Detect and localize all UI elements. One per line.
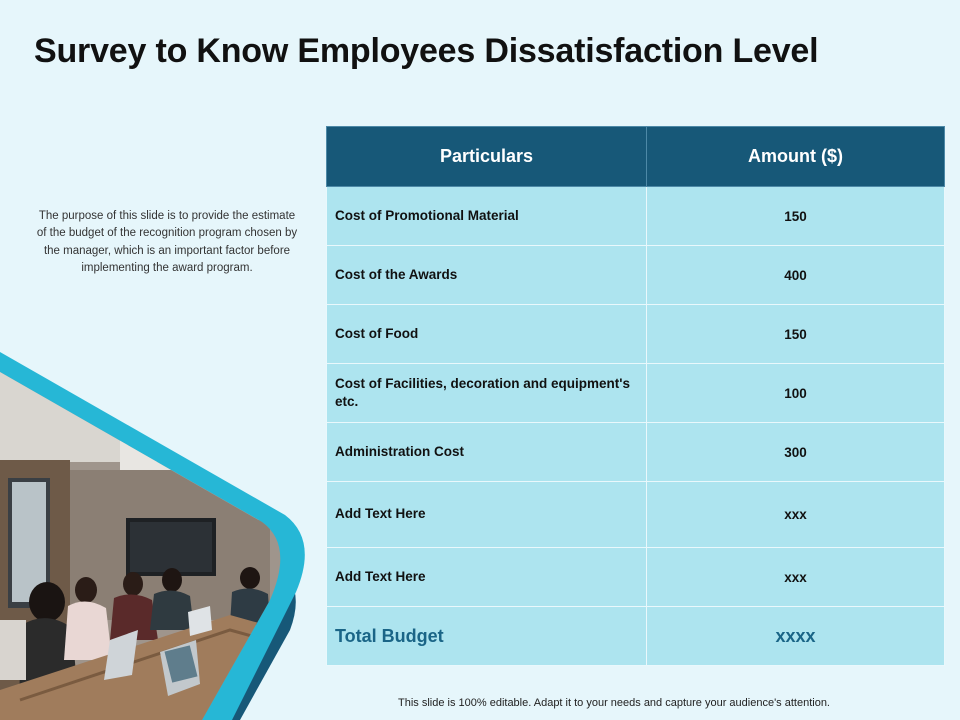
- row-particular: Cost of the Awards: [327, 246, 647, 305]
- row-particular: Administration Cost: [327, 423, 647, 482]
- table-row: [327, 187, 945, 246]
- table-row: [327, 305, 945, 364]
- table-row: [327, 364, 945, 423]
- row-particular: Cost of Promotional Material: [327, 187, 647, 246]
- table-row: [327, 482, 945, 548]
- table-row: [327, 548, 945, 607]
- slide-title: Survey to Know Employees Dissatisfaction Level: [34, 32, 819, 70]
- slide-footer: This slide is 100% editable. Adapt it to your needs and capture your audience's attention.: [398, 697, 830, 709]
- row-amount: 150: [647, 305, 945, 364]
- row-amount: 400: [647, 246, 945, 305]
- total-label: Total Budget: [327, 607, 647, 666]
- table-header-row: [327, 127, 945, 187]
- row-amount: 300: [647, 423, 945, 482]
- header-amount: Amount ($): [647, 127, 945, 187]
- row-amount: 100: [647, 364, 945, 423]
- row-particular: Cost of Food: [327, 305, 647, 364]
- slide-description: The purpose of this slide is to provide the estimate of the budget of the recognition program chosen by the manager, which is an important factor before implementing the award program.: [36, 210, 298, 274]
- header-particulars: Particulars: [327, 127, 647, 187]
- row-amount: xxx: [647, 482, 945, 548]
- row-particular: Cost of Facilities, decoration and equipment's etc.: [327, 364, 647, 423]
- table-row: [327, 246, 945, 305]
- table-row: [327, 423, 945, 482]
- total-row: [327, 607, 945, 666]
- row-particular: Add Text Here: [327, 548, 647, 607]
- row-particular: Add Text Here: [327, 482, 647, 548]
- row-amount: 150: [647, 187, 945, 246]
- budget-table: [326, 126, 945, 666]
- meeting-room-photo: [0, 345, 320, 720]
- row-amount: xxx: [647, 548, 945, 607]
- total-amount: xxxx: [647, 607, 945, 666]
